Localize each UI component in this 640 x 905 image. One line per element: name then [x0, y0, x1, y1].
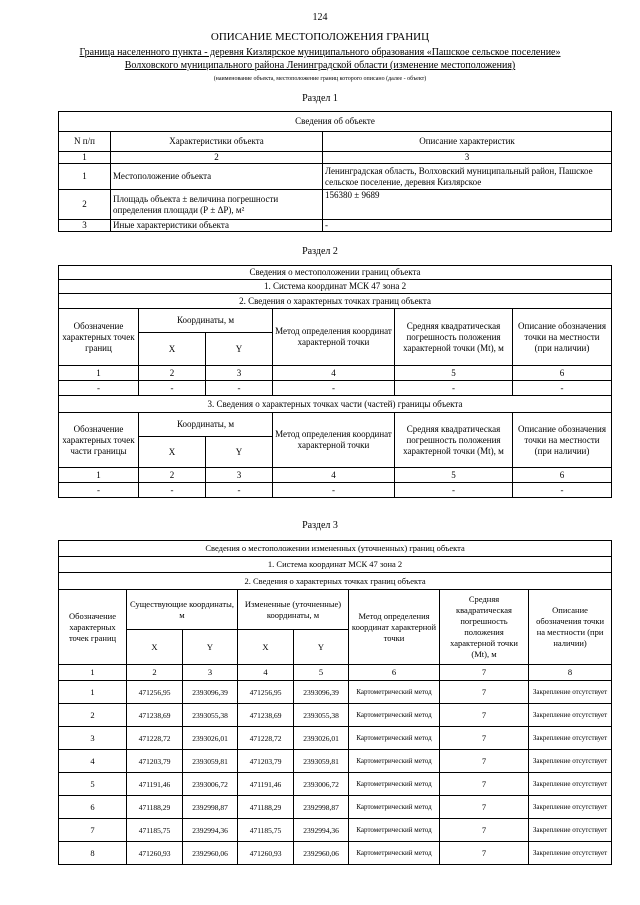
empty-cell: - — [273, 483, 395, 498]
changed-y: 2393006,72 — [294, 773, 349, 796]
col-number: 1 — [59, 468, 139, 483]
col-number: 1 — [59, 366, 139, 381]
coord-system: 1. Система координат МСК 47 зона 2 — [59, 557, 612, 573]
col-header: X — [139, 437, 206, 468]
changed-y: 2392994,36 — [294, 819, 349, 842]
error-cell: 7 — [440, 819, 529, 842]
table-title: Сведения о местоположении измененных (уточненных) границ объекта — [59, 541, 612, 557]
row-number: 2 — [59, 190, 111, 220]
changed-y: 2392998,87 — [294, 796, 349, 819]
characteristic-name: Местоположение объекта — [111, 164, 323, 190]
col-number: 2 — [139, 366, 206, 381]
description-cell: Закрепление отсутствует — [529, 727, 612, 750]
col-number: 4 — [238, 665, 294, 681]
changed-y: 2393096,39 — [294, 681, 349, 704]
part-title: 2. Сведения о характерных точках границ объекта — [59, 294, 612, 309]
description-cell: Закрепление отсутствует — [529, 796, 612, 819]
table-row — [59, 704, 612, 727]
error-cell: 7 — [440, 704, 529, 727]
table-row — [59, 750, 612, 773]
existing-x: 471238,69 — [127, 704, 183, 727]
changed-x: 471228,72 — [238, 727, 294, 750]
page-number: 124 — [312, 12, 328, 23]
coord-system: 1. Система координат МСК 47 зона 2 — [59, 280, 612, 294]
error-cell: 7 — [440, 681, 529, 704]
empty-cell: - — [139, 381, 206, 396]
changed-y: 2393026,01 — [294, 727, 349, 750]
method-cell: Картометрический метод — [349, 750, 440, 773]
col-number: 2 — [111, 152, 323, 164]
section-2-heading: Раздел 2 — [302, 246, 338, 257]
empty-cell: - — [395, 381, 513, 396]
table-row — [59, 681, 612, 704]
changed-x: 471238,69 — [238, 704, 294, 727]
col-number: 5 — [395, 468, 513, 483]
description-cell: Закрепление отсутствует — [529, 819, 612, 842]
existing-x: 471188,29 — [127, 796, 183, 819]
col-header: Y — [294, 630, 349, 665]
changed-y: 2393059,81 — [294, 750, 349, 773]
changed-y: 2393055,38 — [294, 704, 349, 727]
col-number: 3 — [183, 665, 238, 681]
method-cell: Картометрический метод — [349, 704, 440, 727]
description-cell: Закрепление отсутствует — [529, 773, 612, 796]
existing-x: 471203,79 — [127, 750, 183, 773]
table-row — [59, 796, 612, 819]
error-cell: 7 — [440, 727, 529, 750]
subtitle-line-2: Волховского муниципального района Ленинградской области (изменение местоположения) — [124, 60, 516, 71]
col-header: Y — [206, 437, 273, 468]
col-header: X — [238, 630, 294, 665]
existing-y: 2393059,81 — [183, 750, 238, 773]
col-number: 8 — [529, 665, 612, 681]
error-cell: 7 — [440, 750, 529, 773]
description-cell: Закрепление отсутствует — [529, 842, 612, 865]
col-header: N п/п — [59, 132, 111, 152]
section-1-heading: Раздел 1 — [302, 93, 338, 104]
col-header: Метод определения координат характерной точки — [273, 413, 395, 468]
row-number: 1 — [59, 164, 111, 190]
col-header: Метод определения координат характерной точки — [273, 309, 395, 366]
existing-y: 2393026,01 — [183, 727, 238, 750]
method-cell: Картометрический метод — [349, 773, 440, 796]
col-number: 3 — [206, 366, 273, 381]
existing-y: 2393006,72 — [183, 773, 238, 796]
existing-y: 2392998,87 — [183, 796, 238, 819]
point-number: 3 — [59, 727, 127, 750]
col-number: 5 — [395, 366, 513, 381]
section-3-heading: Раздел 3 — [302, 520, 338, 531]
error-cell: 7 — [440, 773, 529, 796]
col-header: Средняя квадратическая погрешность положения характерной точки (Mt), м — [440, 590, 529, 665]
empty-cell: - — [206, 381, 273, 396]
empty-cell: - — [395, 483, 513, 498]
empty-cell: - — [206, 483, 273, 498]
existing-x: 471256,95 — [127, 681, 183, 704]
existing-x: 471185,75 — [127, 819, 183, 842]
point-number: 4 — [59, 750, 127, 773]
col-number: 7 — [440, 665, 529, 681]
col-number: 2 — [127, 665, 183, 681]
col-number: 3 — [206, 468, 273, 483]
empty-cell: - — [139, 483, 206, 498]
changed-x: 471191,46 — [238, 773, 294, 796]
col-header: Измененные (уточненные) координаты, м — [238, 590, 349, 630]
col-header: Описание обозначения точки на местности (при наличии) — [529, 590, 612, 665]
empty-cell: - — [59, 381, 139, 396]
col-number: 5 — [294, 665, 349, 681]
col-header: Описание обозначения точки на местности (при наличии) — [513, 413, 612, 468]
part-title: 3. Сведения о характерных точках части (частей) границы объекта — [59, 396, 612, 413]
empty-cell: - — [59, 483, 139, 498]
point-number: 7 — [59, 819, 127, 842]
table-row — [59, 773, 612, 796]
col-header: Обозначение характерных точек части границы — [59, 413, 139, 468]
col-header: Координаты, м — [139, 309, 273, 333]
col-number: 1 — [59, 152, 111, 164]
point-number: 1 — [59, 681, 127, 704]
characteristic-value: - — [323, 220, 612, 232]
characteristic-value: Ленинградская область, Волховский муниципальный район, Пашское сельское поселение, деревня Кизлярское — [323, 164, 612, 190]
section-2-table — [58, 265, 612, 498]
col-number: 4 — [273, 366, 395, 381]
table-row — [59, 842, 612, 865]
subtitle-note: (наименование объекта, местоположение границ которого описано (далее - объект) — [213, 76, 427, 82]
method-cell: Картометрический метод — [349, 796, 440, 819]
characteristic-name: Иные характеристики объекта — [111, 220, 323, 232]
point-number: 2 — [59, 704, 127, 727]
method-cell: Картометрический метод — [349, 842, 440, 865]
section-3-table — [58, 540, 612, 865]
col-header: Метод определения координат характерной точки — [349, 590, 440, 665]
col-number: 1 — [59, 665, 127, 681]
col-header: X — [139, 333, 206, 366]
table-title: Сведения об объекте — [59, 112, 612, 132]
changed-x: 471260,93 — [238, 842, 294, 865]
row-number: 3 — [59, 220, 111, 232]
existing-x: 471228,72 — [127, 727, 183, 750]
section-1-table — [58, 111, 612, 232]
method-cell: Картометрический метод — [349, 727, 440, 750]
description-cell: Закрепление отсутствует — [529, 750, 612, 773]
col-header: Описание характеристик — [323, 132, 612, 152]
page-title: ОПИСАНИЕ МЕСТОПОЛОЖЕНИЯ ГРАНИЦ — [210, 31, 430, 43]
table-row — [59, 819, 612, 842]
changed-x: 471203,79 — [238, 750, 294, 773]
empty-cell: - — [273, 381, 395, 396]
col-header: X — [127, 630, 183, 665]
point-number: 6 — [59, 796, 127, 819]
characteristic-name: Площадь объекта ± величина погрешности определения площади (Р ± ΔР), м² — [111, 190, 323, 220]
col-number: 6 — [513, 366, 612, 381]
error-cell: 7 — [440, 842, 529, 865]
point-number: 5 — [59, 773, 127, 796]
col-header: Обозначение характерных точек границ — [59, 590, 127, 665]
error-cell: 7 — [440, 796, 529, 819]
existing-x: 471260,93 — [127, 842, 183, 865]
changed-x: 471188,29 — [238, 796, 294, 819]
table-title: Сведения о местоположении границ объекта — [59, 266, 612, 280]
section-3-rows — [59, 681, 612, 865]
changed-x: 471185,75 — [238, 819, 294, 842]
description-cell: Закрепление отсутствует — [529, 704, 612, 727]
col-number: 2 — [139, 468, 206, 483]
col-header: Средняя квадратическая погрешность положения характерной точки (Mt), м — [395, 309, 513, 366]
col-header: Обозначение характерных точек границ — [59, 309, 139, 366]
col-header: Координаты, м — [139, 413, 273, 437]
col-number: 6 — [513, 468, 612, 483]
existing-y: 2393096,39 — [183, 681, 238, 704]
changed-x: 471256,95 — [238, 681, 294, 704]
empty-cell: - — [513, 483, 612, 498]
empty-cell: - — [513, 381, 612, 396]
col-header: Y — [206, 333, 273, 366]
point-number: 8 — [59, 842, 127, 865]
characteristic-value: 156380 ± 9689 — [323, 190, 612, 220]
col-number: 4 — [273, 468, 395, 483]
existing-x: 471191,46 — [127, 773, 183, 796]
changed-y: 2392960,06 — [294, 842, 349, 865]
part-title: 2. Сведения о характерных точках границ объекта — [59, 573, 612, 590]
col-header: Описание обозначения точки на местности (при наличии) — [513, 309, 612, 366]
existing-y: 2393055,38 — [183, 704, 238, 727]
method-cell: Картометрический метод — [349, 819, 440, 842]
description-cell: Закрепление отсутствует — [529, 681, 612, 704]
col-header: Y — [183, 630, 238, 665]
col-header: Характеристики объекта — [111, 132, 323, 152]
table-row — [59, 727, 612, 750]
subtitle-line-1: Граница населенного пункта - деревня Кизлярское муниципального образования «Пашское сельское поселение» — [79, 47, 561, 58]
existing-y: 2392960,06 — [183, 842, 238, 865]
existing-y: 2392994,36 — [183, 819, 238, 842]
col-number: 6 — [349, 665, 440, 681]
col-header: Существующие координаты, м — [127, 590, 238, 630]
method-cell: Картометрический метод — [349, 681, 440, 704]
col-number: 3 — [323, 152, 612, 164]
col-header: Средняя квадратическая погрешность положения характерной точки (Mt), м — [395, 413, 513, 468]
